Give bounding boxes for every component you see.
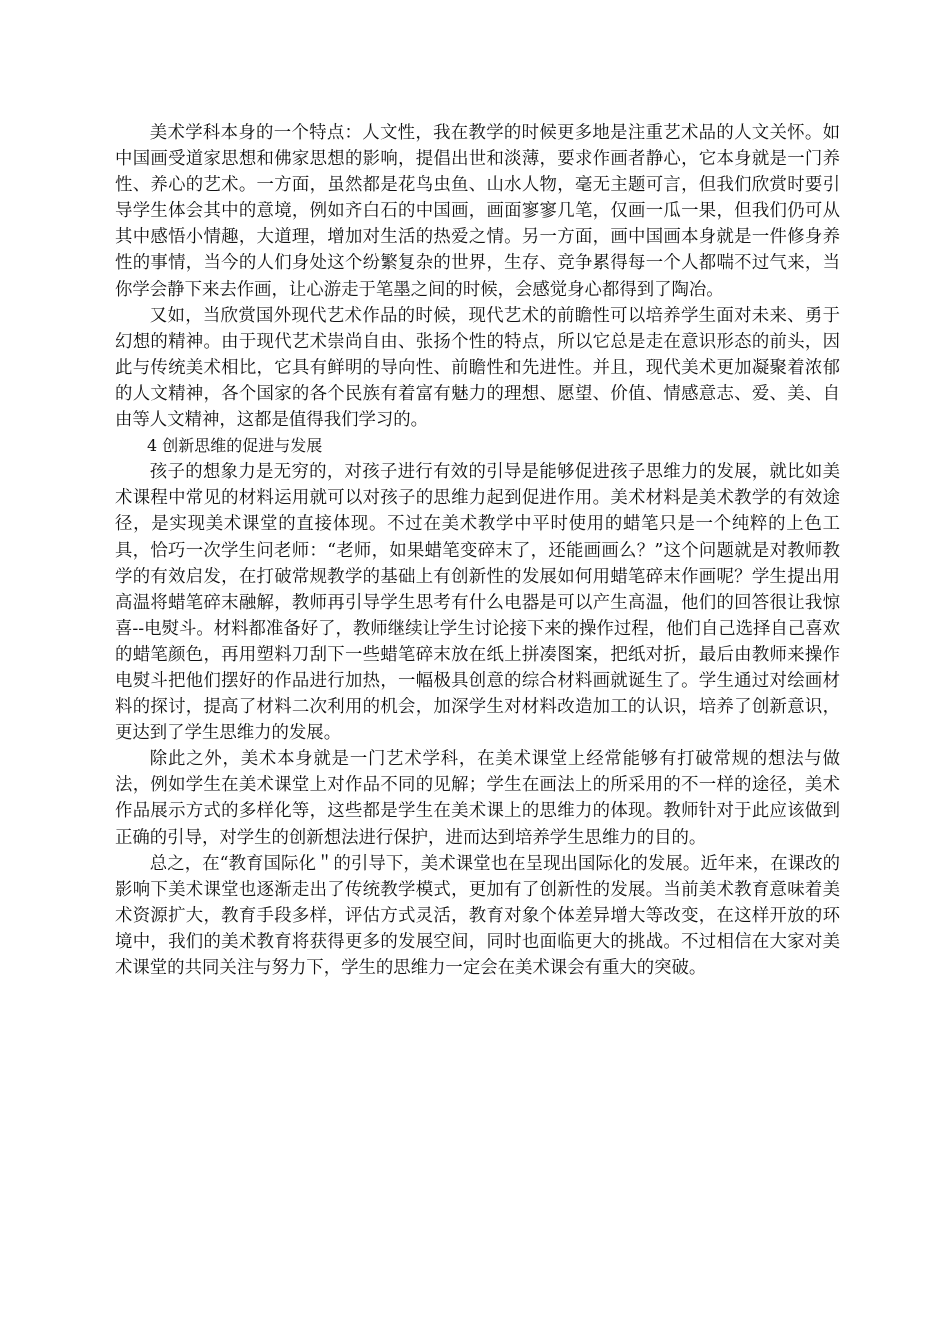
document-body <box>115 120 840 981</box>
paragraph-materials: 孩子的想象力是无穷的，对孩子进行有效的引导是能够促进孩子思维力的发展，就比如美术课程中常见的材料运用就可以对孩子的思维力起到促进作用。美术材料是美术教学的有效途径，是实现美术课堂的直接体现。不过在美术教学中平时使用的蜡笔只是一个纯粹的上色工具，恰巧一次学生问老师：“老师，如果蜡笔变碎末了，还能画画么？”这个问题就是对教师教学的有效启发，在打破常规教学的基础上有创新性的发展如何用蜡笔碎末作画呢？学生提出用高温将蜡笔碎末融解，教师再引导学生思考有什么电器是可以产生高温，他们的回答很让我惊喜--电熨斗。材料都准备好了，教师继续让学生讨论接下来的操作过程，他们自己选择自己喜欢的蜡笔颜色，再用塑料刀刮下一些蜡笔碎末放在纸上拼凑图案，把纸对折，最后由教师来操作电熨斗把他们摆好的作品进行加热，一幅极具创意的综合材料画就诞生了。学生通过对绘画材料的探讨，提高了材料二次利用的机会，加深学生对材料改造加工的认识，培养了创新意识，更达到了学生思维力的发展。 <box>115 462 840 744</box>
paragraph-conclusion: 总之，在“教育国际化＂的引导下，美术课堂也在呈现出国际化的发展。近年来，在课改的影响下美术课堂也逐渐走出了传统教学模式，更加有了创新性的发展。当前美术教育意味着美术资源扩大，教育手段多样，评估方式灵活，教育对象个体差异增大等改变，在这样开放的环境中，我们的美术教育将获得更多的发展空间，同时也面临更大的挑战。不过相信在大家对美术课堂的共同关注与努力下，学生的思维力一定会在美术课会有重大的突破。 <box>115 853 840 978</box>
paragraph-classroom: 除此之外，美术本身就是一门艺术学科，在美术课堂上经常能够有打破常规的想法与做法，例如学生在美术课堂上对作品不同的见解；学生在画法上的所采用的不一样的途径，美术作品展示方式的多样化等，这些都是学生在美术课上的思维力的体现。教师针对于此应该做到正确的引导，对学生的创新想法进行保护，进而达到培养学生思维力的目的。 <box>115 749 840 848</box>
paragraph-modern-art: 又如，当欣赏国外现代艺术作品的时候，现代艺术的前瞻性可以培养学生面对未来、勇于幻想的精神。由于现代艺术崇尚自由、张扬个性的特点，所以它总是走在意识形态的前头，因此与传统美术相比，它具有鲜明的导向性、前瞻性和先进性。并且，现代美术更加凝聚着浓郁的人文精神，各个国家的各个民族有着富有魅力的理想、愿望、价值、情感意志、爱、美、自由等人文精神，这都是值得我们学习的。 <box>115 305 840 431</box>
paragraph-humanities: 美术学科本身的一个特点：人文性，我在教学的时候更多地是注重艺术品的人文关怀。如中国画受道家思想和佛家思想的影响，提倡出世和淡薄，要求作画者静心，它本身就是一门养性、养心的艺术。一方面，虽然都是花鸟虫鱼、山水人物，毫无主题可言，但我们欣赏时要引导学生体会其中的意境，例如齐白石的中国画，画面寥寥几笔，仅画一瓜一果，但我们仍可从其中感悟小情趣，大道理，增加对生活的热爱之情。另一方面，画中国画本身就是一件修身养性的事情，当今的人们身处这个纷繁复杂的世界，生存、竞争累得每一个人都喘不过气来，当你学会静下来去作画，让心游走于笔墨之间的时候，会感觉身心都得到了陶冶。 <box>115 123 840 300</box>
section-heading: 4 创新思维的促进与发展 <box>147 436 323 456</box>
